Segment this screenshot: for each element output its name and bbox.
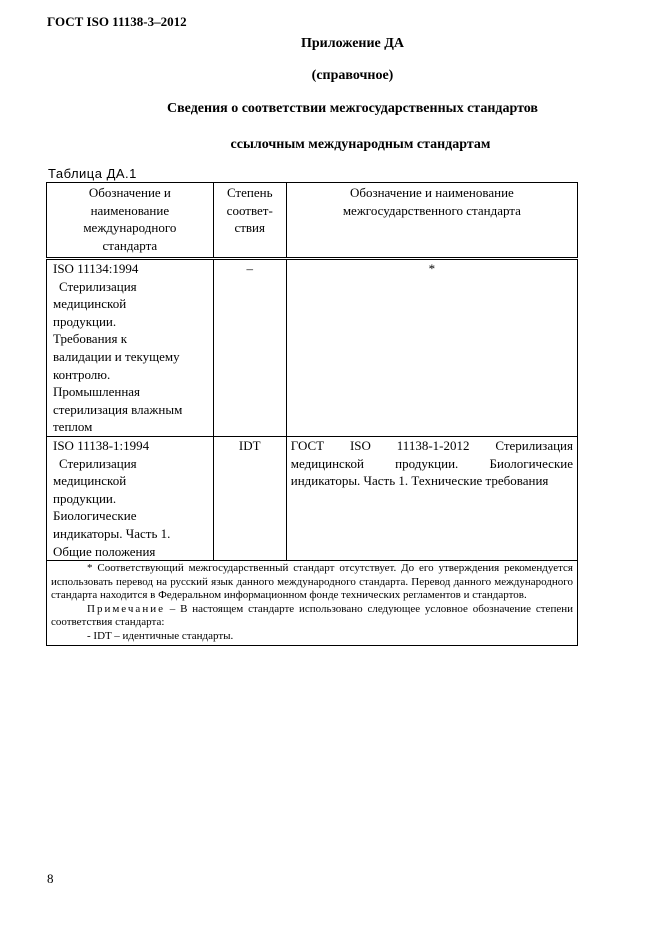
header-line: Обозначение и наименование: [349, 185, 514, 200]
header-line: Обозначение и: [88, 185, 171, 200]
cell-line: Стерилизация: [59, 278, 137, 294]
cell-line: Общие положения: [53, 543, 156, 559]
cell-line: медицинской: [53, 296, 127, 312]
cell-interstate-standard: ГОСТ ISO 11138-1-2012 Стерилизация медицинской продукции. Биологические индикаторы. Часть 1. Технические требования: [286, 436, 577, 560]
table-footnote-row: [47, 561, 578, 646]
appendix-heading-line-1: Сведения о соответствии межгосударственных стандартов: [167, 101, 538, 116]
table-row: [47, 436, 578, 560]
cell-line: Стерилизация: [59, 455, 137, 471]
note-idt-line: - IDT – идентичные стандарты.: [87, 629, 234, 642]
column-header-interstate: [286, 183, 577, 259]
page-number: 8: [47, 871, 54, 886]
cell-line: Биологические: [53, 508, 137, 524]
cell-line: ISO 11134:1994: [53, 261, 139, 276]
table-label: Таблица ДА.1: [48, 166, 137, 181]
header-line: международного: [83, 220, 177, 236]
note-text: – В настоящем стандарте использовано следующее условное обозначение степени соответствия стандарта:: [51, 602, 573, 629]
header-line: соответ-: [226, 202, 273, 218]
cell-international-standard: [47, 436, 214, 560]
table-row: [47, 259, 578, 437]
correspondence-table: [46, 182, 578, 646]
cell-interstate-standard: *: [286, 259, 577, 437]
header-line: Степень: [226, 185, 273, 200]
cell-line: Требования к: [53, 331, 128, 347]
cell-line: Промышленная: [53, 384, 141, 400]
table-note: [51, 603, 573, 630]
cell-line: ISO 11138-1:1994: [53, 437, 150, 453]
cell-line: стерилизация влажным: [53, 401, 183, 417]
cell-line: медицинской: [53, 473, 127, 489]
cell-degree: IDT: [213, 436, 286, 560]
appendix-subtitle: (справочное): [311, 68, 394, 83]
header-line: наименование: [90, 202, 170, 218]
note-label: Примечание: [87, 602, 165, 615]
footnote-star-text: * Соответствующий межгосударственный стандарт отсутствует. До его утверждения рекомендуется использовать перевод на русский язык данного международного стандарта. Перевод данного международного стандарта находится в Федеральном информационном фонде технических регламентов и стандартов.: [51, 562, 573, 602]
document-code: ГОСТ ISO 11138-3–2012: [47, 14, 187, 29]
column-header-degree: [213, 183, 286, 259]
cell-line: контролю.: [53, 366, 111, 382]
header-line: стандарта: [102, 237, 158, 253]
table-footnote: [47, 561, 578, 646]
column-header-international: [47, 183, 214, 259]
cell-line: продукции.: [53, 313, 117, 329]
cell-line: теплом: [53, 419, 93, 435]
cell-international-standard: [47, 259, 214, 437]
appendix-title: Приложение ДА: [300, 36, 405, 51]
appendix-heading-line-2: ссылочным международным стандартам: [230, 137, 491, 152]
cell-degree: –: [213, 259, 286, 437]
cell-line: валидации и текущему: [53, 348, 180, 364]
cell-line: продукции.: [53, 490, 117, 506]
cell-line: индикаторы. Часть 1.: [53, 525, 171, 541]
table-header-row: [47, 183, 578, 259]
header-line: межгосударственного стандарта: [342, 202, 521, 218]
header-line: ствия: [234, 220, 265, 236]
